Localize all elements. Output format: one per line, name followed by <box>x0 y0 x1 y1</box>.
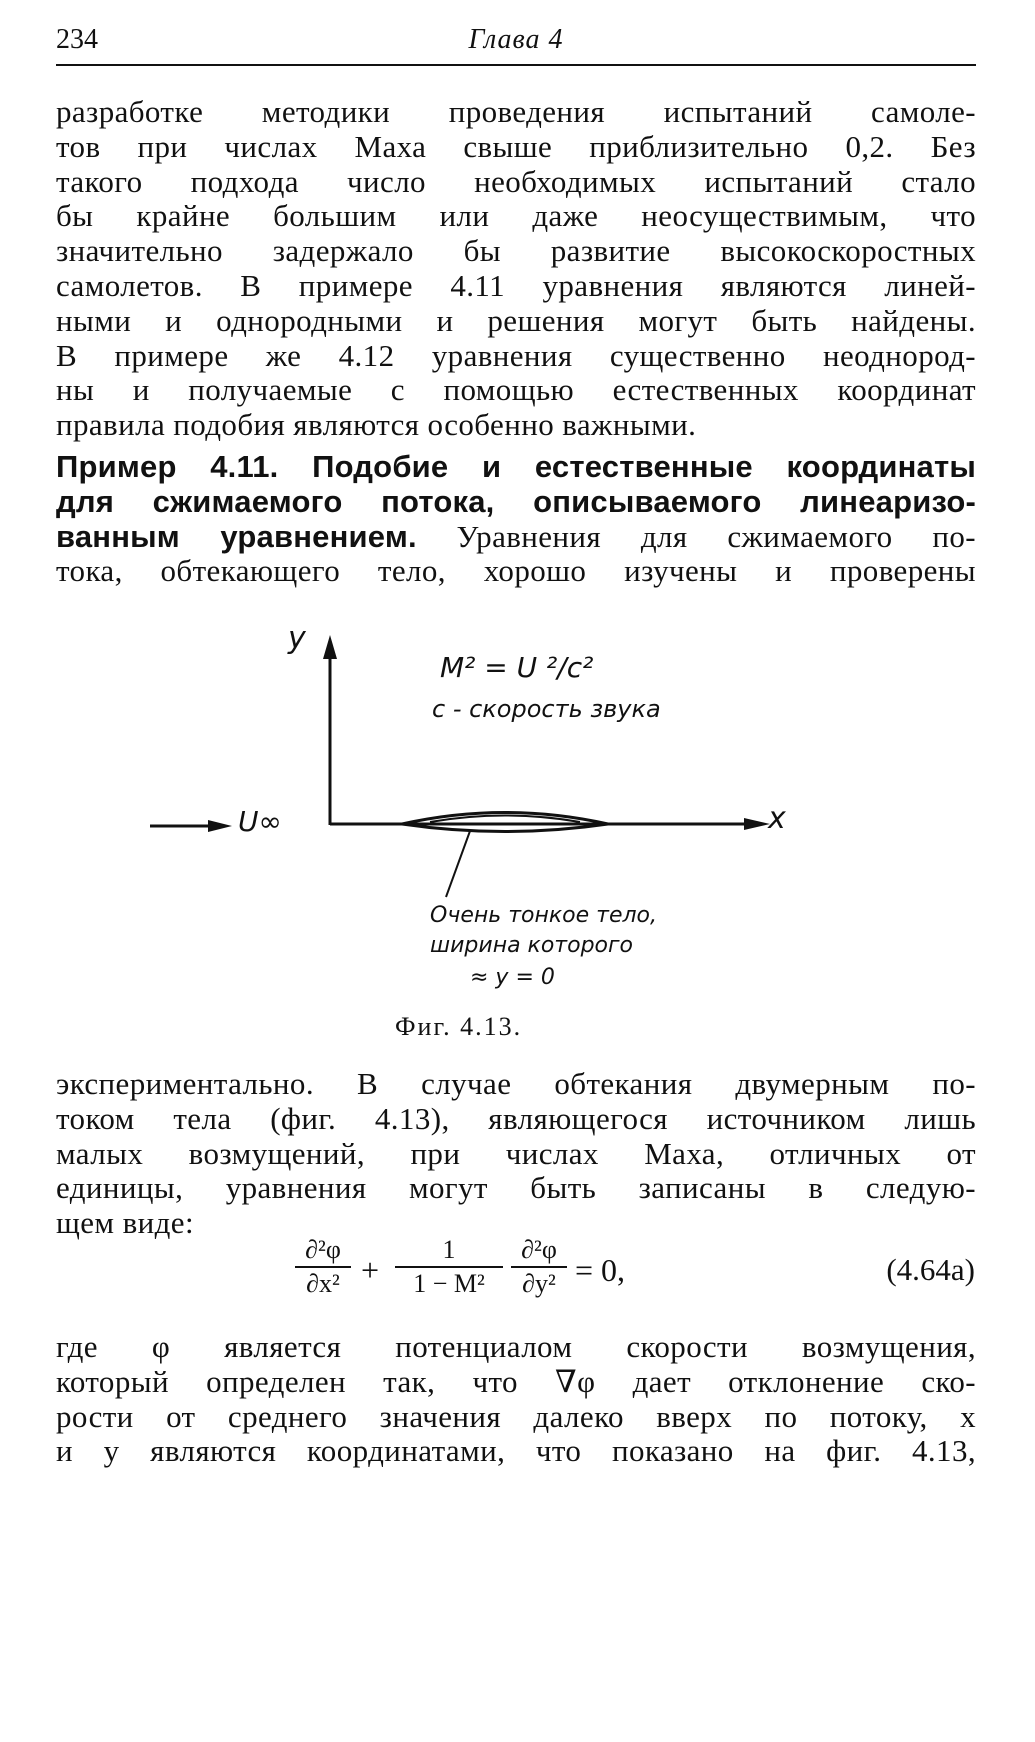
text-line: рости от среднего значения далеко вверх по потоку, x <box>56 1398 976 1434</box>
plus-sign: + <box>361 1252 380 1288</box>
fraction-denominator: ∂x² <box>306 1268 340 1298</box>
text-line: такого подхода число необходимых испытаний стало <box>56 163 976 199</box>
text-line: значительно задержало бы развитие высокоскоростных <box>56 233 976 269</box>
fraction-bar <box>295 1266 351 1268</box>
text-line: и y являются координатами, что показано на фиг. 4.13, <box>56 1433 976 1469</box>
figure-caption: Фиг. 4.13. <box>395 1012 523 1041</box>
example-paragraph <box>56 450 976 589</box>
x-axis-label: x <box>768 801 786 836</box>
text-line: бы крайне большим или даже неосуществимым, что <box>56 198 976 234</box>
text-line: малых возмущений, при числах Маха, отличных от <box>56 1135 976 1171</box>
text-line: тока, обтекающего тело, хорошо изучены и проверены <box>56 553 976 589</box>
equation-number: (4.64a) <box>886 1252 975 1287</box>
fraction-d2phi-dy2 <box>511 1235 567 1299</box>
text-line: щем виде: <box>56 1205 194 1241</box>
text-line: тов при числах Маха свыше приблизительно 0,2. Без <box>56 128 976 164</box>
text-line <box>56 520 976 555</box>
text-line: единицы, уравнения могут быть записаны в следую- <box>56 1170 976 1206</box>
fraction-denominator: 1 − M² <box>413 1268 485 1298</box>
y-axis-arrowhead <box>323 635 337 659</box>
fraction-one-over-1-minus-m2 <box>395 1235 503 1299</box>
paragraph-2 <box>56 1067 976 1241</box>
fraction-denominator: ∂y² <box>522 1268 556 1298</box>
equals-zero: = 0, <box>575 1252 626 1288</box>
text-line: экспериментально. В случае обтекания двумерным по- <box>56 1066 976 1101</box>
mach-formula: M² = U ²/c² <box>440 651 594 684</box>
text-line: током тела (фиг. 4.13), являющегося источником лишь <box>56 1100 976 1136</box>
flow-velocity-label: U∞ <box>238 805 282 838</box>
body-note-line: ≈ y = 0 <box>470 965 555 990</box>
text-line: разработке методики проведения испытаний самоле- <box>56 94 976 129</box>
text-line: где φ является потенциалом скорости возмущения, <box>56 1329 976 1364</box>
x-axis-arrowhead <box>744 818 770 830</box>
page-header <box>56 18 976 62</box>
text-fragment: Уравнения для сжимаемого по- <box>416 518 976 554</box>
paragraph-3 <box>56 1330 976 1469</box>
fraction-numerator: ∂²φ <box>305 1235 341 1264</box>
running-head: Глава 4 <box>468 24 564 55</box>
flow-arrowhead <box>208 820 232 832</box>
body-note-line: ширина которого <box>430 933 634 958</box>
equation-4-64a <box>295 1235 975 1307</box>
y-axis-label: y <box>288 621 306 656</box>
leader-line <box>446 831 470 897</box>
fraction-numerator: ∂²φ <box>521 1235 557 1264</box>
fraction-d2phi-dx2 <box>295 1235 351 1299</box>
text-line: В примере же 4.12 уравнения существенно неоднород- <box>56 337 976 373</box>
fraction-bar <box>511 1266 567 1268</box>
text-line: правила подобия являются особенно важными. <box>56 407 697 443</box>
example-heading-line: Пример 4.11. Подобие и естественные координаты <box>56 449 976 484</box>
example-heading-line: ванным уравнением. <box>56 518 417 554</box>
text-line: самолетов. В примере 4.11 уравнения являются линей- <box>56 267 976 303</box>
sound-speed-note: c - скорость звука <box>432 695 661 723</box>
text-line: ны и получаемые с помощью естественных координат <box>56 372 976 408</box>
text-line: который определен так, что ∇φ дает отклонение ско- <box>56 1363 976 1399</box>
page-number: 234 <box>56 24 98 55</box>
example-heading-line: для сжимаемого потока, описываемого линеаризо- <box>56 483 976 519</box>
paragraph-1 <box>56 95 976 443</box>
fraction-bar <box>395 1266 503 1268</box>
figure-4-13 <box>140 615 900 1015</box>
body-note-line: Очень тонкое тело, <box>430 903 657 928</box>
fraction-numerator: 1 <box>442 1235 456 1264</box>
text-line: ными и однородными и решения могут быть найдены. <box>56 302 976 338</box>
header-rule <box>56 64 976 66</box>
